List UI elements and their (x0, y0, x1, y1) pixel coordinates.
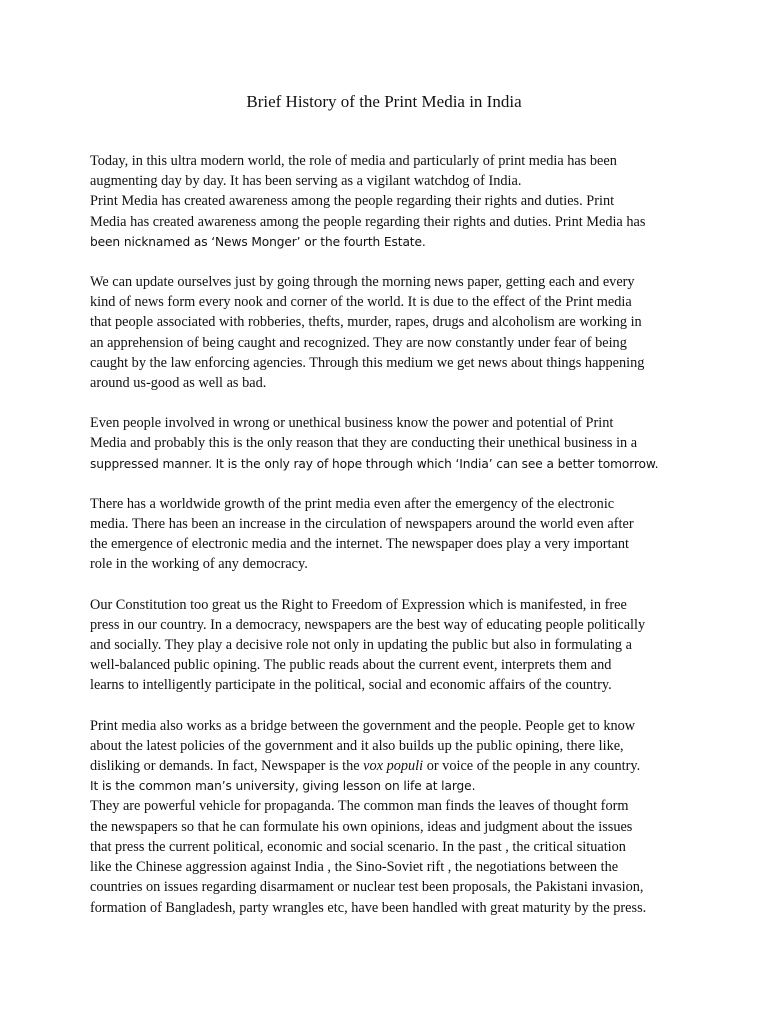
text-line: that people associated with robberies, thefts, murder, rapes, drugs and alcoholism are working in (90, 314, 642, 331)
text-line: Even people involved in wrong or unethical business know the power and potential of Print (90, 415, 614, 432)
text-line: Today, in this ultra modern world, the role of media and particularly of print media has been (90, 153, 617, 169)
text-line: that press the current political, economic and social scenario. In the past , the critical situation (90, 838, 626, 855)
text-line: press in our country. In a democracy, newspapers are the best way of educating people politically (90, 616, 646, 633)
paragraph-propaganda (90, 796, 690, 917)
paragraph-news-update (90, 272, 690, 393)
text-line: They are powerful vehicle for propaganda. The common man finds the leaves of thought form (90, 798, 629, 815)
text-line: role in the working of any democracy. (90, 556, 308, 573)
text-line: learns to intelligently participate in the political, social and economic affairs of the country. (90, 677, 612, 694)
text-fragment: or voice of the people in any country. (423, 758, 641, 775)
text-line: augmenting day by day. It has been serving as a vigilant watchdog of India. (90, 173, 522, 190)
paragraph-constitution (90, 595, 690, 696)
paragraph-unethical-business (90, 413, 690, 474)
text-line: the newspapers so that he can formulate his own opinions, ideas and judgment about the issues (90, 818, 633, 835)
text-line: like the Chinese aggression against India , the Sino-Soviet rift , the negotiations between the (90, 859, 619, 876)
text-line: Print media also works as a bridge between the government and the people. People get to know (90, 717, 636, 734)
text-line: and socially. They play a decisive role not only in updating the public but also in formulating a (90, 637, 632, 654)
italic-term: vox populi (363, 758, 424, 775)
text-line: well-balanced public opining. The public reads about the current event, interprets them and (90, 657, 612, 674)
text-line: the emergence of electronic media and the internet. The newspaper does play a very important (90, 536, 629, 553)
paragraph-worldwide-growth (90, 494, 690, 575)
text-line: an apprehension of being caught and recognized. They are now constantly under fear of being (90, 334, 627, 351)
text-line: around us-good as well as bad. (90, 375, 267, 392)
text-line: about the latest policies of the government and it also builds up the public opining, there like, (90, 737, 624, 754)
text-line: kind of news form every nook and corner of the world. It is due to the effect of the Print media (90, 294, 632, 311)
text-line: media. There has been an increase in the circulation of newspapers around the world even after (90, 516, 634, 533)
paragraph-bridge (90, 716, 690, 797)
text-line: We can update ourselves just by going through the morning news paper, getting each and every (90, 274, 635, 291)
text-line: formation of Bangladesh, party wrangles etc, have been handled with great maturity by the press. (90, 899, 647, 916)
text-line-vox-populi (90, 756, 690, 776)
text-fragment: disliking or demands. In fact, Newspaper is the (90, 758, 364, 775)
text-line: There has a worldwide growth of the print media even after the emergency of the electronic (90, 495, 615, 512)
text-line: caught by the law enforcing agencies. Through this medium we get news about things happening (90, 354, 645, 371)
paragraph-intro (90, 151, 690, 252)
text-line: Media has created awareness among the people regarding their rights and duties. Print Media has (90, 213, 646, 230)
text-line: Print Media has created awareness among the people regarding their rights and duties. Print (90, 193, 615, 210)
document-title: Brief History of the Print Media in India (246, 92, 522, 111)
text-line: It is the common man’s university, giving lesson on life at large. (90, 779, 476, 794)
text-line: Media and probably this is the only reason that they are conducting their unethical business in a (90, 435, 638, 452)
text-line: countries on issues regarding disarmament or nuclear test been proposals, the Pakistani invasion, (90, 879, 644, 896)
text-line: been nicknamed as ‘News Monger’ or the fourth Estate. (90, 234, 426, 249)
text-line: Our Constitution too great us the Right to Freedom of Expression which is manifested, in free (90, 596, 627, 613)
document-body (90, 151, 690, 938)
text-line: suppressed manner. It is the only ray of hope through which ‘India’ can see a better tomorrow. (90, 456, 659, 471)
